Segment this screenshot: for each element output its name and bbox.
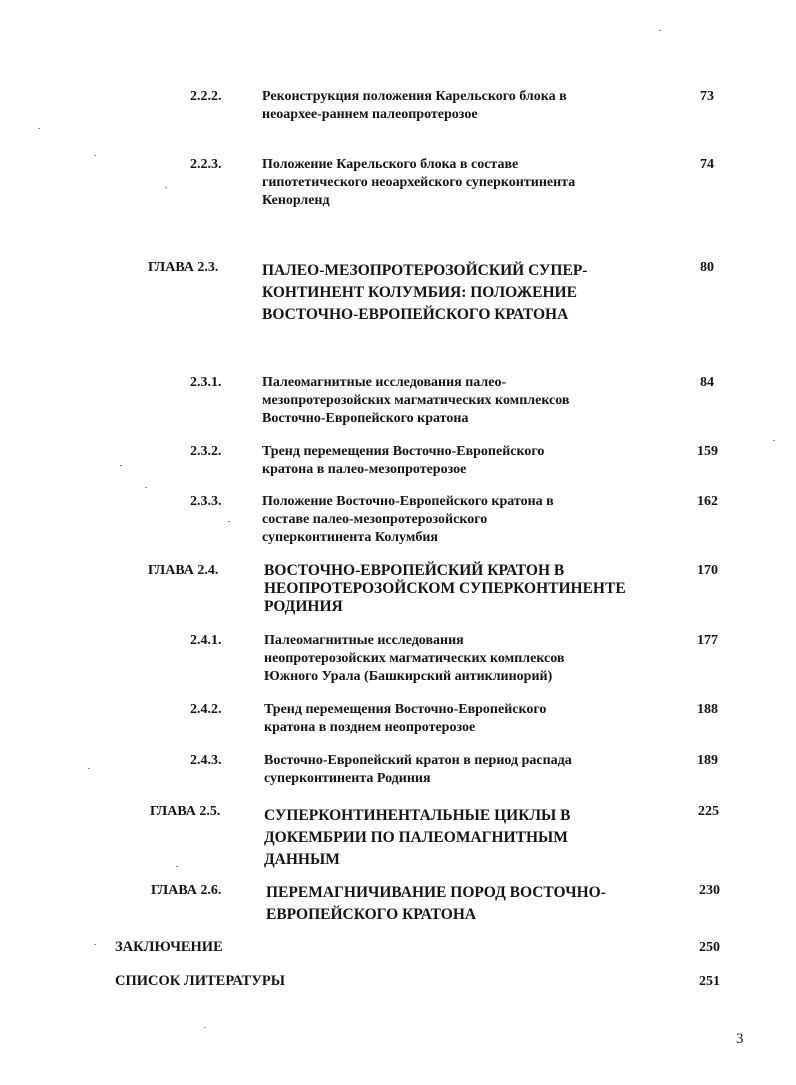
references-page-ref: 251 — [699, 974, 720, 989]
scan-speck — [145, 487, 147, 488]
scan-speck — [94, 944, 96, 945]
references-title: СПИСОК ЛИТЕРАТУРЫ — [115, 973, 285, 989]
chapter-number: ГЛАВА 2.3. — [148, 260, 219, 275]
section-number: 2.3.1. — [190, 375, 222, 390]
page-ref: 159 — [697, 444, 718, 459]
scan-speck — [88, 768, 90, 769]
chapter-title: СУПЕРКОНТИНЕНТАЛЬНЫЕ ЦИКЛЫ В ДОКЕМБРИИ ПО ПАЛЕОМАГНИТНЫМ ДАННЫМ — [264, 807, 571, 868]
page-ref: 80 — [700, 260, 714, 275]
section-title: Восточно-Европейский кратон в период распада суперконтинента Родиния — [264, 753, 572, 786]
scan-speck — [38, 128, 40, 129]
section-number: 2.4.2. — [190, 702, 222, 717]
chapter-title: ПЕРЕМАГНИЧИВАНИЕ ПОРОД ВОСТОЧНО- ЕВРОПЕЙСКОГО КРАТОНА — [266, 884, 606, 923]
page-ref: 84 — [700, 375, 714, 390]
conclusion-title: ЗАКЛЮЧЕНИЕ — [115, 939, 223, 955]
page-ref: 170 — [697, 563, 718, 578]
section-title: Тренд перемещения Восточно-Европейского кратона в палео-мезопротерозое — [262, 444, 545, 477]
scan-speck — [773, 440, 775, 441]
page-ref: 162 — [697, 494, 718, 509]
page-ref: 230 — [699, 883, 720, 898]
chapter-title: ВОСТОЧНО-ЕВРОПЕЙСКИЙ КРАТОН В НЕОПРОТЕРОЗОЙСКОМ СУПЕРКОНТИНЕНТЕ РОДИНИЯ — [264, 562, 626, 615]
chapter-number: ГЛАВА 2.4. — [148, 563, 219, 578]
chapter-number: ГЛАВА 2.5. — [150, 804, 221, 819]
page-ref: 177 — [697, 633, 718, 648]
page-ref: 188 — [697, 702, 718, 717]
section-number: 2.2.3. — [190, 157, 222, 172]
section-number: 2.3.3. — [190, 494, 222, 509]
section-title: Положение Восточно-Европейского кратона в составе палео-мезопротерозойского суперконтинента Колумбия — [262, 494, 554, 545]
section-number: 2.4.1. — [190, 633, 222, 648]
scan-speck — [120, 465, 122, 466]
scan-speck — [165, 187, 167, 188]
scan-speck — [176, 866, 178, 867]
section-title: Положение Карельского блока в составе гипотетического неоархейского суперконтинента Кенорленд — [262, 157, 576, 208]
scan-speck — [94, 155, 96, 156]
page-ref: 225 — [698, 804, 719, 819]
scan-speck — [204, 1027, 206, 1028]
section-number: 2.2.2. — [190, 89, 222, 104]
section-title: Реконструкция положения Карельского блока в неоархее-раннем палеопротерозое — [262, 89, 567, 122]
scan-speck — [659, 30, 661, 31]
section-number: 2.3.2. — [190, 444, 222, 459]
chapter-title: ПАЛЕО-МЕЗОПРОТЕРОЗОЙСКИЙ СУПЕР- КОНТИНЕНТ КОЛУМБИЯ: ПОЛОЖЕНИЕ ВОСТОЧНО-ЕВРОПЕЙСКОГО КРАТОНА — [262, 262, 588, 323]
section-title: Тренд перемещения Восточно-Европейского кратона в позднем неопротерозое — [264, 702, 547, 735]
conclusion-page-ref: 250 — [699, 940, 720, 955]
page-number: 3 — [736, 1031, 744, 1047]
scan-speck — [228, 521, 230, 522]
section-title: Палеомагнитные исследования неопротерозойских магматических комплексов Южного Урала (Башкирский антиклинорий) — [264, 633, 565, 684]
page-ref: 74 — [700, 157, 714, 172]
section-number: 2.4.3. — [190, 753, 222, 768]
chapter-number: ГЛАВА 2.6. — [151, 883, 222, 898]
page-ref: 189 — [697, 753, 718, 768]
section-title: Палеомагнитные исследования палео- мезопротерозойских магматических комплексов Восточно-Европейского кратона — [262, 375, 570, 426]
page-ref: 73 — [700, 89, 714, 104]
